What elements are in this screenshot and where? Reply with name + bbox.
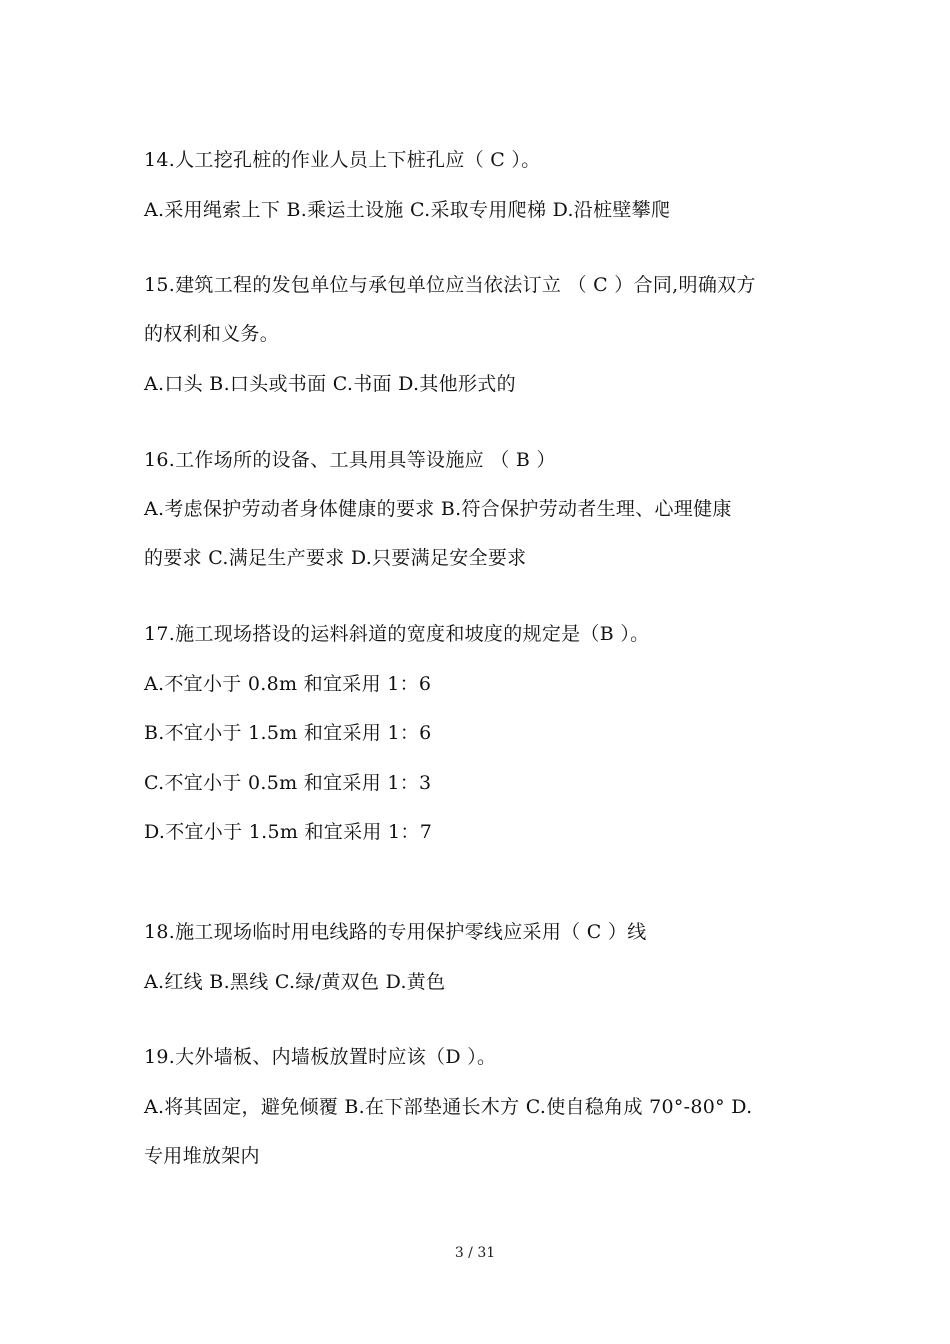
question-16-stem: 16.工作场所的设备、工具用具等设施应 （ B ）: [144, 449, 556, 471]
page-number: 3 / 31: [454, 1245, 496, 1261]
question-17-option-c: C.不宜小于 0.5m 和宜采用 1：3: [144, 772, 432, 794]
question-14-stem: 14.人工挖孔桩的作业人员上下桩孔应（ C ）。: [144, 149, 541, 171]
question-15-stem: 15.建筑工程的发包单位与承包单位应当依法订立 （ C ）合同,明确双方: [144, 274, 756, 296]
question-15-options: A.口头 B.口头或书面 C.书面 D.其他形式的: [144, 373, 516, 395]
question-14-options: A.采用绳索上下 B.乘运土设施 C.采取专用爬梯 D.沿桩壁攀爬: [144, 199, 671, 221]
question-18-stem: 18.施工现场临时用电线路的专用保护零线应采用（ C ）线: [144, 921, 647, 943]
question-17-option-d: D.不宜小于 1.5m 和宜采用 1：7: [144, 821, 433, 843]
question-17-option-a: A.不宜小于 0.8m 和宜采用 1：6: [144, 673, 432, 695]
question-17-stem: 17.施工现场搭设的运料斜道的宽度和坡度的规定是（B ）。: [144, 623, 650, 645]
question-18-options: A.红线 B.黑线 C.绿/黄双色 D.黄色: [144, 971, 446, 993]
question-19-options: A.将其固定，避免倾覆 B.在下部垫通长木方 C.使自稳角成 70°-80° D.: [144, 1096, 753, 1118]
question-19-options-cont: 专用堆放架内: [144, 1145, 260, 1167]
question-15-stem-cont: 的权利和义务。: [144, 323, 280, 345]
question-19-stem: 19.大外墙板、内墙板放置时应该（D ）。: [144, 1046, 497, 1068]
question-16-options-cont: 的要求 C.满足生产要求 D.只要满足安全要求: [144, 547, 527, 569]
question-16-options: A.考虑保护劳动者身体健康的要求 B.符合保护劳动者生理、心理健康: [144, 498, 732, 520]
question-17-option-b: B.不宜小于 1.5m 和宜采用 1：6: [144, 722, 432, 744]
